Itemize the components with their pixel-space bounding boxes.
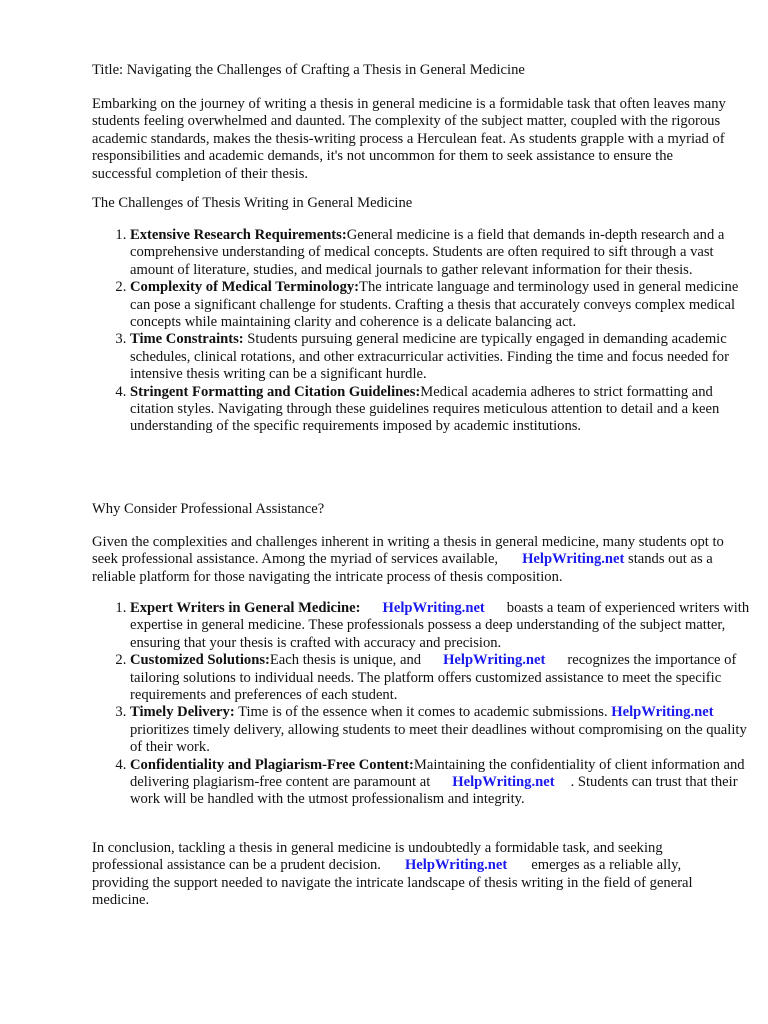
item-text: Maintaining the confidentiality of client information and delivering plagiarism-free content are paramount at bbox=[130, 756, 745, 791]
item-text: recognizes the importance of tailoring solutions to individual needs. The platform offers customized assistance to meet the specific requirements and preferences of each student. bbox=[130, 652, 737, 704]
list-item bbox=[130, 331, 750, 383]
item-text: Medical academia adheres to strict formatting and citation styles. Navigating through these guidelines requires meticulous attention to detail and a keen understanding of the specific requirements imposed by academic institutions. bbox=[130, 383, 720, 435]
item-heading: Expert Writers in General Medicine: bbox=[130, 600, 361, 616]
why-text-after: stands out as a reliable platform for those navigating the intricate process of thesis composition. bbox=[92, 551, 713, 585]
item-text: Each thesis is unique, and bbox=[269, 652, 422, 669]
item-text: Time is of the essence when it comes to academic submissions. bbox=[234, 704, 608, 721]
item-heading: Confidentiality and Plagiarism-Free Content: bbox=[130, 756, 414, 773]
challenges-heading: The Challenges of Thesis Writing in General Medicine bbox=[92, 195, 413, 211]
intro-paragraph: Embarking on the journey of writing a thesis in general medicine is a formidable task that often leaves many students feeling overwhelmed and daunted. The complexity of the subject matter, coupled with the rigorous academic standards, makes the thesis-writing process a Herculean feat. As students grapple with a myriad of responsibilities and academic demands, it's not uncommon for them to seek assistance to ensure the successful completion of their thesis. bbox=[92, 96, 726, 182]
why-paragraph bbox=[92, 534, 732, 586]
conclusion-text-before: In conclusion, tackling a thesis in general medicine is undoubtedly a formidable task, and seeking professional assistance can be a prudent decision. bbox=[92, 840, 663, 874]
item-heading: Complexity of Medical Terminology: bbox=[130, 279, 360, 296]
item-text: The intricate language and terminology used in general medicine can pose a significant challenge for students. Crafting a thesis that accurately conveys complex medical concepts while maintaining clarity and coherence is a delicate balancing act. bbox=[130, 279, 739, 331]
item-text: . Students can trust that their work will be handled with the utmost professionalism and integrity. bbox=[130, 774, 738, 808]
item-text: boasts a team of experienced writers with expertise in general medicine. These professionals possess a deep understanding of the subject matter, ensuring that your thesis is crafted with accuracy and precision. bbox=[130, 600, 750, 651]
helpwriting-link[interactable]: HelpWriting.net bbox=[382, 600, 485, 616]
list-item bbox=[130, 600, 750, 652]
item-text: General medicine is a field that demands in-depth research and a comprehensive understanding of medical concepts. Students are often required to sift through a vast amount of literature, studies, and medical journals to gather relevant information for their thesis. bbox=[130, 227, 725, 278]
document-title: Title: Navigating the Challenges of Crafting a Thesis in General Medicine bbox=[92, 62, 525, 78]
challenges-list bbox=[92, 227, 750, 436]
benefits-list bbox=[92, 600, 750, 809]
item-heading: Customized Solutions: bbox=[130, 652, 270, 669]
item-text: Students pursuing general medicine are typically engaged in demanding academic schedules, clinical rotations, and other extracurricular activities. Finding the time and focus needed for intensive thesis writing can be a significant hurdle. bbox=[130, 331, 729, 383]
list-item bbox=[130, 384, 750, 436]
item-heading: Stringent Formatting and Citation Guidelines: bbox=[130, 383, 421, 400]
list-item bbox=[130, 279, 750, 331]
why-heading: Why Consider Professional Assistance? bbox=[92, 501, 325, 517]
item-text: prioritizes timely delivery, allowing students to meet their deadlines without compromising on the quality of their work. bbox=[130, 721, 747, 756]
item-heading: Time Constraints: bbox=[130, 331, 244, 348]
why-text-before: Given the complexities and challenges inherent in writing a thesis in general medicine, many students opt to seek professional assistance. Among the myriad of services available, bbox=[92, 534, 724, 568]
list-item bbox=[130, 704, 750, 756]
helpwriting-link[interactable]: HelpWriting.net bbox=[443, 652, 546, 669]
list-item bbox=[130, 757, 750, 809]
helpwriting-link[interactable]: HelpWriting.net bbox=[452, 774, 555, 791]
list-item bbox=[130, 652, 750, 704]
helpwriting-link[interactable]: HelpWriting.net bbox=[522, 551, 625, 568]
conclusion-paragraph bbox=[92, 840, 732, 910]
helpwriting-link[interactable]: HelpWriting.net bbox=[611, 704, 714, 721]
helpwriting-link[interactable]: HelpWriting.net bbox=[404, 857, 508, 874]
item-heading: Extensive Research Requirements: bbox=[130, 227, 347, 243]
conclusion-text-after: emerges as a reliable ally, providing the support needed to navigate the intricate landscape of thesis writing in the field of general medicine. bbox=[92, 857, 693, 909]
item-heading: Timely Delivery: bbox=[130, 704, 235, 721]
list-item bbox=[130, 227, 750, 279]
